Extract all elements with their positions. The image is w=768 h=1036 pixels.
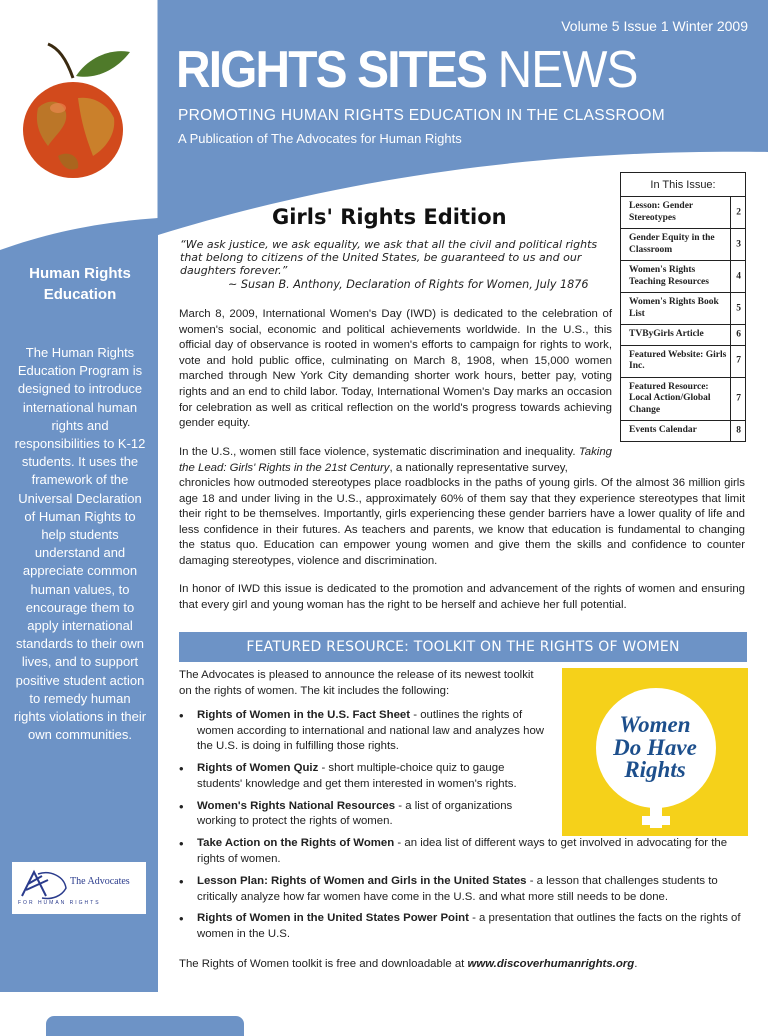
sidebar-title: Human Rights Education	[29, 265, 131, 303]
toc-item-page: 7	[736, 355, 741, 366]
list-item-title: Women's Rights National Resources	[197, 799, 396, 812]
issue-info: Volume 5 Issue 1 Winter 2009	[561, 18, 748, 34]
quote-attribution: ~ Susan B. Anthony, Declaration of Rights for Women, July 1876	[228, 278, 589, 291]
featured-resource-heading: FEATURED RESOURCE: TOOLKIT ON THE RIGHTS OF WOMEN	[179, 632, 747, 662]
toc-item-page: 7	[736, 393, 741, 403]
toc-item-page: 8	[736, 425, 741, 435]
toc-item-label: Featured Website: Girls Inc.	[629, 349, 727, 371]
opening-quote: “We ask justice, we ask equality, we ask that all the civil and political rights that belong to citizens of the United States, be guaranteed to us and our daughters forever.”	[180, 238, 598, 278]
toc-item[interactable]	[621, 197, 745, 229]
image-text-line: Women	[619, 712, 691, 737]
closing-text: The Rights of Women toolkit is free and downloadable at	[179, 958, 468, 970]
masthead-title	[176, 41, 638, 99]
paragraph-2-lead: In the U.S., women still face violence, systematic discrimination and inequality.	[179, 446, 576, 458]
toc-item[interactable]	[621, 293, 745, 325]
toc-item[interactable]	[621, 421, 745, 441]
list-item-title: Rights of Women in the United States Power Point	[197, 912, 469, 925]
toc-item-label: Gender Equity in the Classroom	[629, 233, 715, 255]
list-item-desc: - an idea list of different ways to get involved in advocating for the rights of women.	[197, 837, 728, 865]
paragraph-2-lead-end: , a nationally representative survey,	[389, 461, 568, 474]
article-paragraph-2: chronicles how outmoded stereotypes place roadblocks in the paths of young girls. Of the almost 36 million girls age 18 and under living in the U.S., approximately 60% of them say that they experience stereotypes that limit their right to be themselves. Importantly, girls experiencing these gender barriers have a lower quality of life and less confidence in their futures. As teachers and parents, we know that education is fundamental to changing the status quo. Education can empower young women and give them the skills and confidence to counter damaging stereotypes, violence and discrimination.	[179, 477, 745, 567]
masthead-title-main: RIGHTS SITES	[176, 41, 498, 99]
list-item-title: Rights of Women in the U.S. Fact Sheet	[197, 709, 411, 721]
toc-item-label: TVByGirls Article	[629, 329, 704, 339]
edition-title: Girls' Rights Edition	[272, 205, 507, 229]
toc-item-page: 3	[736, 238, 741, 249]
toc-item-label: Featured Resource: Local Action/Global Change	[629, 381, 711, 415]
list-item	[179, 799, 551, 830]
toolkit-link[interactable]: www.discoverhumanrights.org	[467, 958, 635, 970]
list-item-title: Take Action on the Rights of Women	[197, 837, 395, 850]
list-item-desc: - a lesson that challenges students to critically analyze how far women have come in the U.S. and what more still needs to be done.	[197, 874, 718, 903]
list-item-desc: - a list of organizations working to protect the rights of women.	[197, 799, 513, 828]
toc-title: In This Issue:	[621, 173, 745, 197]
women-do-have-rights-image	[562, 668, 748, 836]
toc-item[interactable]	[621, 346, 745, 378]
list-item-desc: - a presentation that outlines the facts on the rights of women in the U.S.	[197, 912, 741, 941]
toc-item[interactable]	[621, 261, 745, 293]
image-text-line: Do Have	[613, 734, 697, 760]
footer-tab	[46, 1016, 244, 1036]
toc-item[interactable]	[621, 229, 745, 261]
featured-resource-intro: The Advocates is pleased to announce the release of its newest toolkit on the rights of women. The kit includes the following:	[179, 669, 534, 697]
closing-end: .	[634, 958, 638, 970]
list-item	[179, 708, 551, 755]
list-item-desc: - outlines the rights of women according to international and national law and analyzes how the U.S. is doing in fulfilling those rights.	[197, 709, 545, 753]
article-paragraph-3: In honor of IWD this issue is dedicated to the promotion and advancement of the rights of women and ensuring that every girl and young woman has the right to be herself and achieve her full potential.	[179, 583, 745, 611]
article-paragraph-1: March 8, 2009, International Women's Day (IWD) is dedicated to the celebration of women's social, economic and political achievements worldwide. In the U.S., this official day of observance is rooted in women's efforts to campaign for rights to work, vote and hold public office, culminating on March 8, 1908, when 15,000 women marched through New York City demanding shorter work hours, better pay, voting rights and an end to child labor. Today, International Women's Day marks an occasion for celebration as well as critical reflection on the world's progress towards achieving gender equity.	[179, 308, 612, 430]
publication-line: A Publication of The Advocates for Human Rights	[178, 131, 462, 146]
sidebar-body: The Human Rights Education Program is designed to introduce international human rights and responsibilities to K-12 students. It uses the framework of the Universal Declaration of Human Rights to help students understand and appreciate common human values, to encourage them to apply international standards to their own lives, and to support positive student action to remedy human rights violations in their own communities.	[13, 345, 147, 743]
article-paragraph-2-start	[179, 445, 612, 476]
advocates-logo[interactable]	[12, 862, 146, 914]
toc-item-label: Lesson: Gender Stereotypes	[629, 201, 693, 223]
toc-item-page: 4	[736, 270, 741, 281]
toc-item-page: 2	[736, 206, 741, 217]
image-text-line: Rights	[624, 757, 686, 782]
masthead-title-news: NEWS	[497, 41, 638, 99]
list-item-title: Lesson Plan: Rights of Women and Girls in the United States	[197, 874, 527, 887]
toc-item-label: Women's Rights Book List	[629, 297, 719, 319]
list-item	[179, 761, 551, 792]
toc-item-page: 5	[736, 302, 741, 313]
toc-item[interactable]	[621, 325, 745, 346]
list-item-desc: - short multiple-choice quiz to gauge students' knowledge and get them interested in women's rights.	[197, 762, 517, 790]
toc-item-label: Events Calendar	[629, 425, 697, 435]
list-item	[179, 911, 749, 942]
in-this-issue-box	[620, 172, 746, 442]
women-do-have-rights-text	[562, 714, 748, 782]
toc-item[interactable]	[621, 378, 745, 422]
advocates-logo-subtext: FOR HUMAN RIGHTS	[18, 900, 101, 906]
apple-globe-logo	[18, 38, 136, 178]
survey-title: Taking the Lead: Girls' Rights in the 21st Century	[179, 446, 613, 474]
toc-item-label: Women's Rights Teaching Resources	[629, 265, 709, 287]
toc-item-page: 6	[736, 329, 741, 339]
list-item	[179, 874, 749, 905]
tagline: PROMOTING HUMAN RIGHTS EDUCATION IN THE CLASSROOM	[178, 107, 665, 124]
list-item	[179, 836, 749, 867]
toolkit-closing	[179, 958, 637, 970]
list-item-title: Rights of Women Quiz	[197, 762, 319, 775]
advocates-logo-text: The Advocates	[70, 876, 130, 887]
